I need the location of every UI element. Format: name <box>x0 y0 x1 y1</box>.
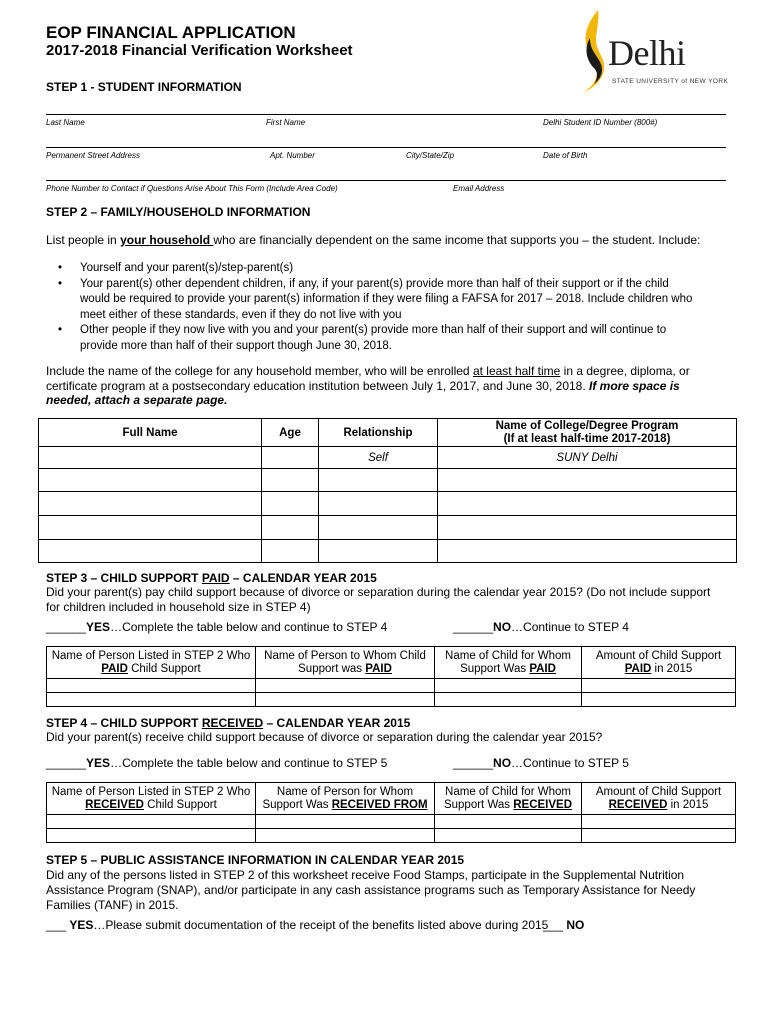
step3-yes-option[interactable]: ______YES…Complete the table below and continue to STEP 4 <box>46 620 388 634</box>
table-row[interactable] <box>47 693 736 707</box>
table-header-row: Name of Person Listed in STEP 2 Who PAID Child Support Name of Person to Whom Child Support was PAID Name of Child for Whom Support Was PAID Amount of Child Support PAID in 2015 <box>47 647 736 679</box>
child-support-paid-table <box>46 646 736 707</box>
attach-page-note: If more space is needed, attach a separate page. <box>46 378 680 407</box>
step1-line-1 <box>46 114 726 115</box>
table-row[interactable] <box>39 469 737 492</box>
delhi-logo <box>570 8 730 94</box>
student-id-label: Delhi Student ID Number (800#) <box>543 118 658 127</box>
step1-line-2 <box>46 147 726 148</box>
phone-label: Phone Number to Contact if Questions Arise About This Form (Include Area Code) <box>46 184 338 193</box>
step5-text: Did any of the persons listed in STEP 2 of this worksheet receive Food Stamps, participate in the Supplemental Nutrition Assistance Program (SNAP), and/or participate in any cash assistance programs such as Temporary Assistance for Needy Families (TANF) in 2015. <box>46 868 696 912</box>
email-label: Email Address <box>453 184 505 193</box>
step5-yes-option[interactable]: ___ YES…Please submit documentation of the receipt of the benefits listed above during 2015 <box>46 918 549 932</box>
self-college-cell: SUNY Delhi <box>438 447 737 469</box>
table-header-row: Name of Person Listed in STEP 2 Who RECEIVED Child Support Name of Person for Whom Support Was RECEIVED FROM Name of Child for Whom Support Was RECEIVED Amount of Child Support RECEIVED in 2015 <box>47 783 736 815</box>
last-name-label: Last Name <box>46 118 85 127</box>
step3-heading: STEP 3 – CHILD SUPPORT PAID – CALENDAR YEAR 2015 <box>46 571 377 585</box>
your-household-text: your household <box>120 233 214 247</box>
step4-no-option[interactable]: ______NO…Continue to STEP 5 <box>453 756 629 770</box>
form-title: EOP FINANCIAL APPLICATION <box>46 23 296 42</box>
step4-heading: STEP 4 – CHILD SUPPORT RECEIVED – CALENDAR YEAR 2015 <box>46 716 411 730</box>
list-item: • Yourself and your parent(s)/step-parent(s) <box>58 262 294 274</box>
self-name-cell[interactable] <box>39 447 262 469</box>
household-table <box>38 418 737 563</box>
date-of-birth-label: Date of Birth <box>543 151 588 160</box>
step4-question: Did your parent(s) receive child support because of divorce or separation during the calendar year 2015? <box>46 730 603 744</box>
child-support-received-table <box>46 782 736 843</box>
step2-intro-post: who are financially dependent on the same income that supports you – the student. Include: <box>213 233 701 247</box>
household-criteria-list <box>46 261 696 354</box>
table-row[interactable] <box>39 492 737 516</box>
half-time-text: at least half time <box>472 364 561 378</box>
col-full-name: Full Name <box>39 419 262 447</box>
step2-intro <box>46 233 726 248</box>
table-row[interactable] <box>47 815 736 829</box>
table-row <box>39 447 737 469</box>
step2-note: Include the name of the college for any household member, who will be enrolled at least half time in a degree, diploma, or certificate program at a postsecondary education institution between July 1, 2017, and June 30, 2018. If more space is needed, attach a separate page. <box>46 364 690 407</box>
street-address-label: Permanent Street Address <box>46 151 140 160</box>
step3-no-option[interactable]: ______NO…Continue to STEP 4 <box>453 620 629 634</box>
step2-heading: STEP 2 – FAMILY/HOUSEHOLD INFORMATION <box>46 205 311 219</box>
list-item: • Other people if they now live with you and your parent(s) provide more than half of their support and will continue to provide more than half of their support though June 30, 2018. <box>58 324 667 352</box>
self-relationship-cell: Self <box>319 447 438 469</box>
step1-line-3 <box>46 180 726 181</box>
table-row[interactable] <box>47 679 736 693</box>
col-relationship: Relationship <box>319 419 438 447</box>
apt-number-label: Apt. Number <box>270 151 315 160</box>
city-state-zip-label: City/State/Zip <box>406 151 455 160</box>
table-row[interactable] <box>39 540 737 563</box>
logo-tagline: STATE UNIVERSITY of NEW YORK <box>612 78 729 85</box>
col-age: Age <box>262 419 319 447</box>
step4-yes-option[interactable]: ______YES…Complete the table below and continue to STEP 5 <box>46 756 388 770</box>
step5-heading: STEP 5 – PUBLIC ASSISTANCE INFORMATION IN CALENDAR YEAR 2015 <box>46 853 465 867</box>
step5-no-option[interactable]: ___ NO <box>543 918 585 932</box>
step2-intro-pre: List people in <box>46 233 121 247</box>
form-subtitle: 2017-2018 Financial Verification Worksheet <box>46 42 353 59</box>
col-college: Name of College/Degree Program (If at least half-time 2017-2018) <box>438 419 737 447</box>
logo-name: Delhi <box>608 33 686 73</box>
table-header-row <box>39 419 737 447</box>
table-row[interactable] <box>39 516 737 540</box>
step1-heading: STEP 1 - STUDENT INFORMATION <box>46 80 242 94</box>
self-age-cell[interactable] <box>262 447 319 469</box>
step3-question: Did your parent(s) pay child support because of divorce or separation during the calendar year 2015? (Do not include support for children included in household size in STEP 4) <box>46 585 711 614</box>
list-item: • Your parent(s) other dependent children, if any, if your parent(s) provide more than half of their support or if the child would be required to provide your parent(s) information if they were filing a FAFSA for 2017 – 2018. Include children who meet either of these standards, even if they do not live with you <box>58 277 693 321</box>
table-row[interactable] <box>47 829 736 843</box>
first-name-label: First Name <box>266 118 306 127</box>
